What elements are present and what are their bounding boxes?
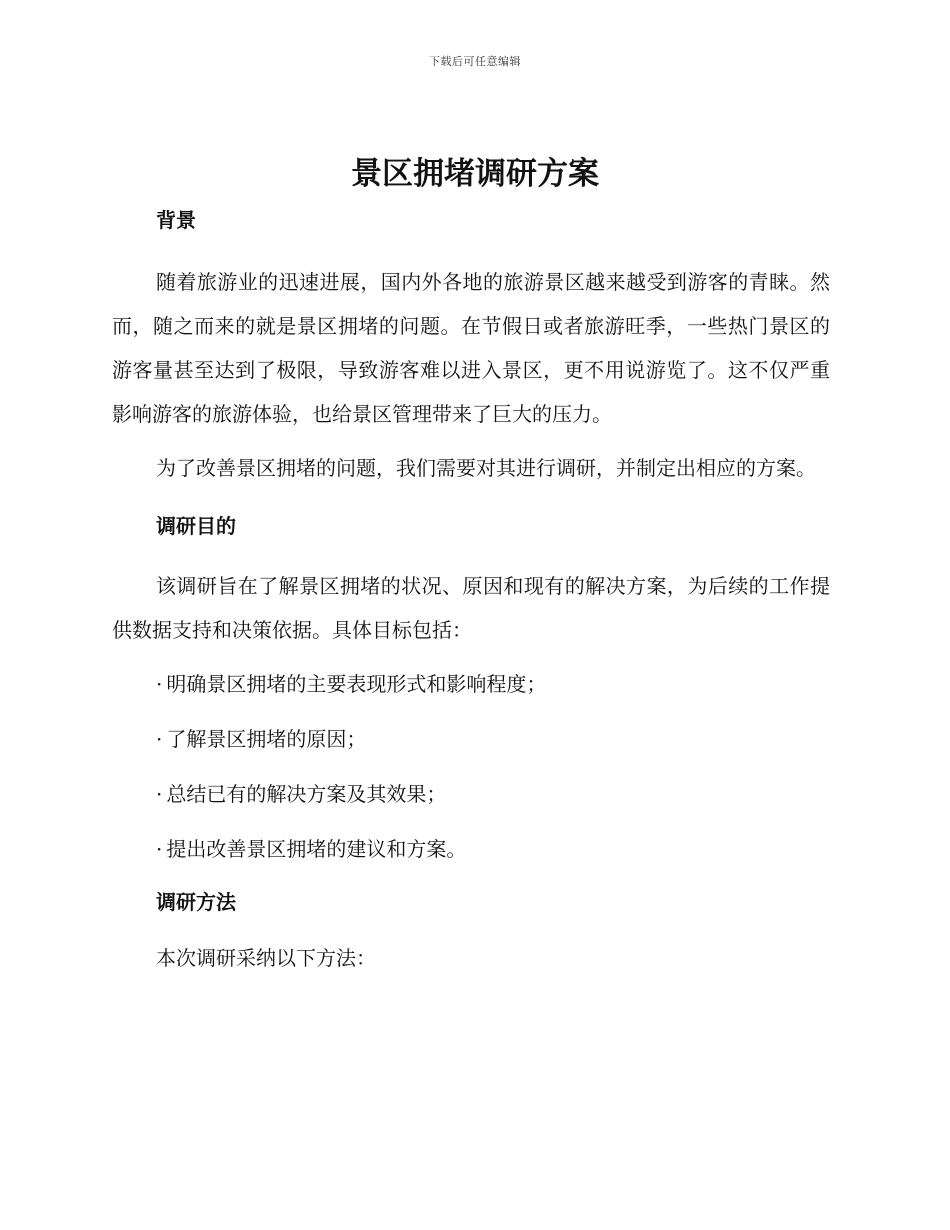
- bullet-text: 总结已有的解决方案及其效果；: [166, 782, 447, 806]
- section-heading-method: 调研方法: [156, 890, 236, 914]
- bullet-dot: ·: [156, 837, 163, 861]
- paragraph-method-1: 本次调研采纳以下方法：: [156, 946, 376, 970]
- section-background: [112, 200, 830, 490]
- bullet-item: [112, 717, 830, 761]
- paragraph-purpose-1: 该调研旨在了解景区拥堵的状况、原因和现有的解决方案，为后续的工作提供数据支持和决策依据。具体目标包括：: [112, 574, 830, 642]
- bullet-dot: ·: [156, 672, 163, 696]
- bullet-item: [112, 827, 830, 871]
- bullet-item: [112, 662, 830, 706]
- bullet-item: [112, 772, 830, 816]
- document-title: 景区拥堵调研方案: [351, 156, 599, 192]
- paragraph-background-2: 为了改善景区拥堵的问题，我们需要对其进行调研，并制定出相应的方案。: [156, 456, 816, 480]
- section-method: [112, 882, 830, 980]
- document-body: [112, 200, 830, 990]
- bullet-text: 提出改善景区拥堵的建议和方案。: [166, 837, 467, 861]
- section-heading-background: 背景: [156, 208, 196, 232]
- bullet-text: 明确景区拥堵的主要表现形式和影响程度；: [166, 672, 547, 696]
- bullet-text: 了解景区拥堵的原因；: [166, 727, 367, 751]
- page-header-note: 下载后可任意编辑: [429, 55, 521, 68]
- section-heading-purpose: 调研目的: [156, 514, 236, 538]
- section-purpose: [112, 506, 830, 871]
- paragraph-background-1: 随着旅游业的迅速进展，国内外各地的旅游景区越来越受到游客的青睐。然而，随之而来的就是景区拥堵的问题。在节假日或者旅游旺季，一些热门景区的游客量甚至达到了极限，导致游客难以进入景区，更不用说游览了。这不仅严重影响游客的旅游体验，也给景区管理带来了巨大的压力。: [112, 270, 830, 426]
- bullet-dot: ·: [156, 782, 163, 806]
- bullet-dot: ·: [156, 727, 163, 751]
